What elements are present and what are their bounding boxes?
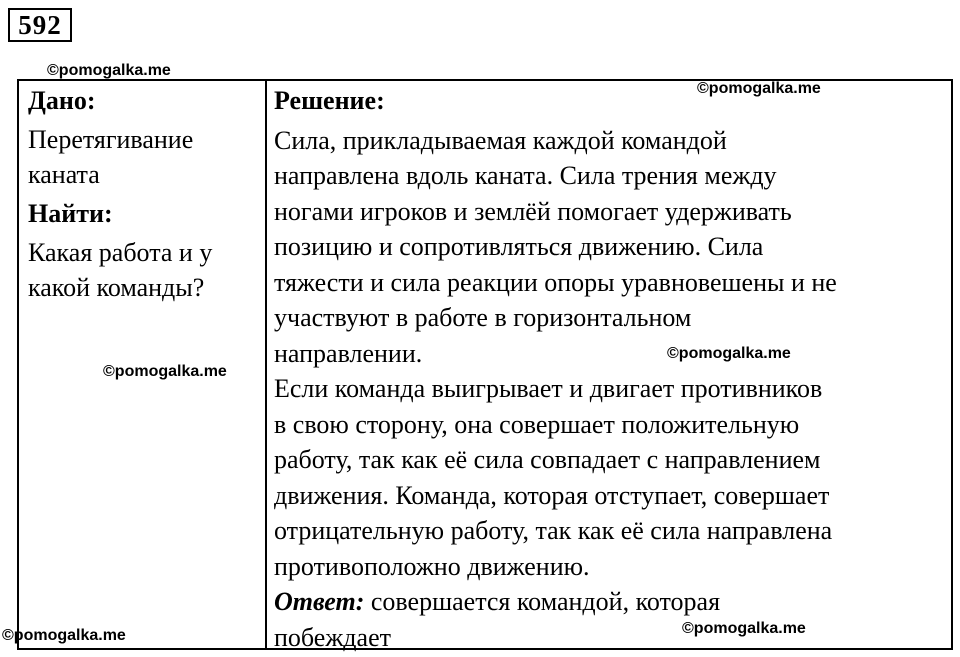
text-line: Если команда выигрывает и двигает противников bbox=[274, 374, 823, 403]
solution-column bbox=[274, 83, 954, 655]
find-text bbox=[28, 235, 260, 305]
given-column bbox=[28, 83, 260, 305]
text-line: противоположно движению. bbox=[274, 551, 590, 581]
answer-text: совершается командой, которая bbox=[364, 587, 721, 616]
find-line: какой команды? bbox=[28, 273, 205, 302]
watermark-bottom-left: ©pomogalka.me bbox=[2, 627, 126, 644]
text-line: участвуют в работе в горизонтальном bbox=[274, 303, 692, 332]
answer-line bbox=[274, 584, 954, 620]
find-line: Какая работа и у bbox=[28, 238, 213, 267]
text-line: движения. Команда, которая отступает, совершает bbox=[274, 480, 830, 510]
text-line: направлении. bbox=[274, 338, 423, 368]
solution-heading: Решение: bbox=[274, 86, 385, 115]
answer-line: побеждает bbox=[274, 622, 391, 652]
given-text bbox=[28, 122, 260, 192]
text-line: позицию и сопротивляться движению. Сила bbox=[274, 232, 764, 261]
watermark-top-right: ©pomogalka.me bbox=[697, 80, 821, 97]
solution-paragraph-2 bbox=[274, 371, 954, 584]
text-line: ногами игроков и землёй помогает удерживать bbox=[274, 196, 792, 226]
given-line: каната bbox=[28, 160, 100, 189]
watermark-top-left: ©pomogalka.me bbox=[47, 62, 171, 79]
answer-label: Ответ: bbox=[274, 587, 365, 616]
text-line: отрицательную работу, так как её сила направлена bbox=[274, 516, 833, 545]
watermark-bottom-right: ©pomogalka.me bbox=[682, 620, 806, 637]
given-line: Перетягивание bbox=[28, 125, 194, 154]
text-line: направлена вдоль каната. Сила трения между bbox=[274, 161, 777, 190]
answer bbox=[274, 584, 954, 655]
problem-number: 592 bbox=[8, 8, 72, 42]
text-line: работу, так как её сила совпадает с направлением bbox=[274, 445, 821, 474]
watermark-middle-right: ©pomogalka.me bbox=[667, 345, 791, 362]
watermark-middle-left: ©pomogalka.me bbox=[103, 363, 227, 380]
column-divider bbox=[265, 81, 267, 648]
text-line: тяжести и сила реакции опоры уравновешены и не bbox=[274, 267, 837, 297]
text-line: в свою сторону, она совершает положительную bbox=[274, 409, 800, 439]
given-heading: Дано: bbox=[28, 86, 96, 115]
solution-paragraph-1 bbox=[274, 123, 954, 372]
text-line: Сила, прикладываемая каждой командой bbox=[274, 125, 727, 155]
find-heading: Найти: bbox=[28, 199, 113, 228]
